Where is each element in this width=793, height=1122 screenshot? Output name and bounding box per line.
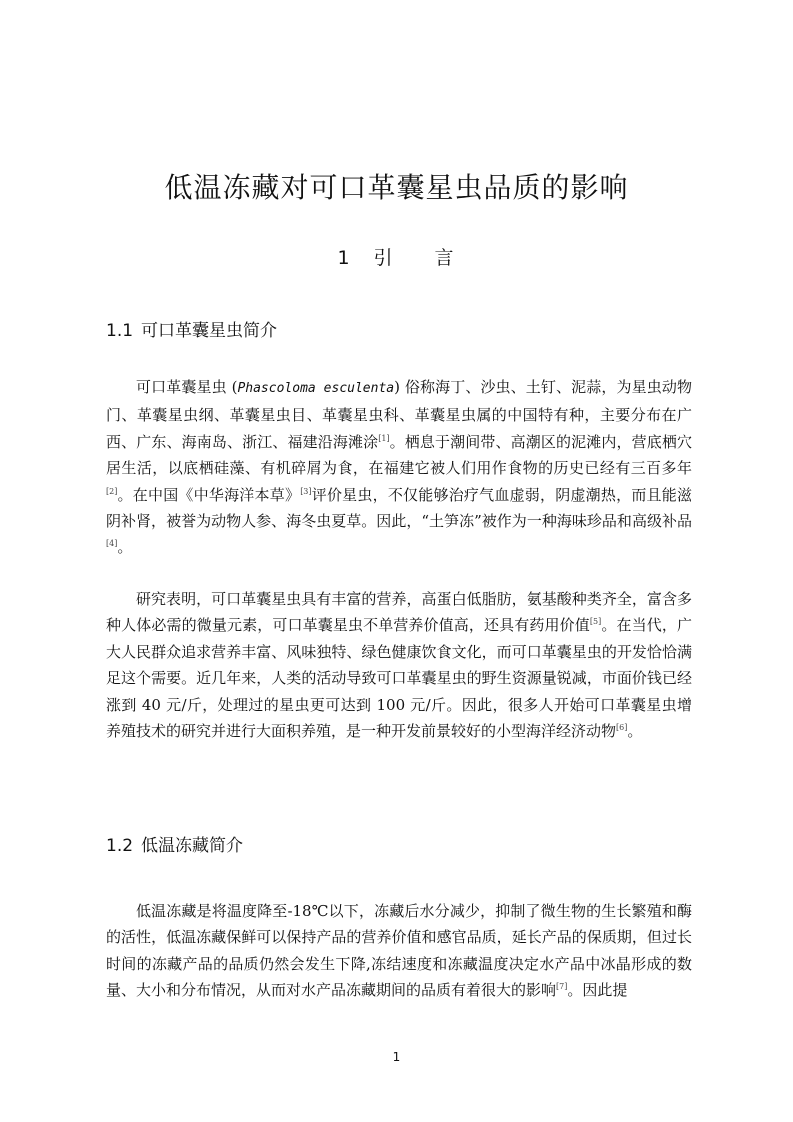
citation-ref: [3] — [300, 486, 312, 496]
text-run: 。因此提 — [567, 981, 628, 1000]
chapter-title-char-2: 言 — [434, 247, 456, 269]
page-title: 低温冻藏对可口革囊星虫品质的影响 — [164, 171, 629, 204]
section-number: 1.1 — [106, 321, 134, 341]
citation-ref: [4] — [106, 539, 118, 549]
section-number: 1.2 — [106, 836, 134, 856]
citation-ref: [2] — [106, 486, 118, 496]
text-run: 。在当代，广大人民群众追求营养丰富、风味独特、绿色健康饮食文化，而可口革囊星虫的开发恰恰满足这个需要。近几年来，人类的活动导致可口革囊星虫的野生资源量锐减，市面价钱已经涨到 40 元/斤，处理过的星虫更可达到 100 元/斤。因此，很多人开始可口革囊星虫增养殖技术的研究并进行大面积养殖，是一种开发前景较好的小型海洋经济动物 — [106, 616, 692, 741]
paragraph-nutrition-value — [106, 586, 692, 744]
latin-name: Phascoloma esculenta — [237, 381, 395, 396]
text-run: 。在中国《中华海洋本草》 — [117, 485, 301, 504]
text-run: 可口革囊星虫 ( — [136, 378, 238, 396]
text-run: 。 — [117, 538, 133, 557]
section-title: 可口革囊星虫简介 — [141, 321, 278, 341]
text-run: 低温冻藏是将温度降至-18℃以下，冻藏后水分减少，抑制了微生物的生长繁殖和酶的活性，低温冻藏保鲜可以保持产品的营养价值和感官品质，延长产品的保质期，但过长时间的冻藏产品的品质仍然会发生下降,冻结速度和冻藏温度决定水产品中冰晶形成的数量、大小和分布情况，从而对水产品冻藏期间的品质有着很大的影响 — [106, 902, 692, 1000]
text-run: 。 — [627, 722, 643, 741]
citation-ref: [6] — [616, 723, 628, 733]
paragraph-intro-species — [106, 374, 692, 561]
chapter-heading — [0, 243, 793, 270]
text-run: 。栖息于潮间带、高潮区的泥滩内，营底栖穴居生活，以底栖硅藻、有机碎屑为食，在福建它被人们用作食物的历史已经有三百多年 — [106, 432, 692, 478]
text-run: 评价星虫，不仅能够治疗气血虚弱，阴虚潮热，而且能滋阴补肾，被誉为动物人参、海冬虫夏草。因此，“土笋冻”被作为一种海味珍品和高级补品 — [106, 485, 692, 531]
paragraph-frozen-storage — [106, 898, 692, 1004]
citation-ref: [1] — [378, 433, 390, 443]
section-heading-1-1 — [106, 316, 277, 341]
section-title: 低温冻藏简介 — [141, 836, 244, 856]
chapter-number: 1 — [337, 247, 352, 269]
citation-ref: [5] — [589, 617, 602, 627]
text-run: ) 俗称海丁、沙虫、土钉、泥蒜，为星虫动物门、革囊星虫纲、革囊星虫目、革囊星虫科、革囊星虫属的中国特有种，主要分布在广西、广东、海南岛、浙江、福建沿海滩涂 — [106, 378, 692, 451]
page-number: 1 — [392, 1050, 401, 1064]
text-run: 研究表明，可口革囊星虫具有丰富的营养，高蛋白低脂肪，氨基酸种类齐全，富含多种人体必需的微量元素，可口革囊星虫不单营养价值高，还具有药用价值 — [106, 590, 692, 635]
citation-ref: [7] — [556, 982, 568, 992]
section-heading-1-2 — [106, 831, 243, 856]
chapter-title-char-1: 引 — [373, 247, 395, 269]
